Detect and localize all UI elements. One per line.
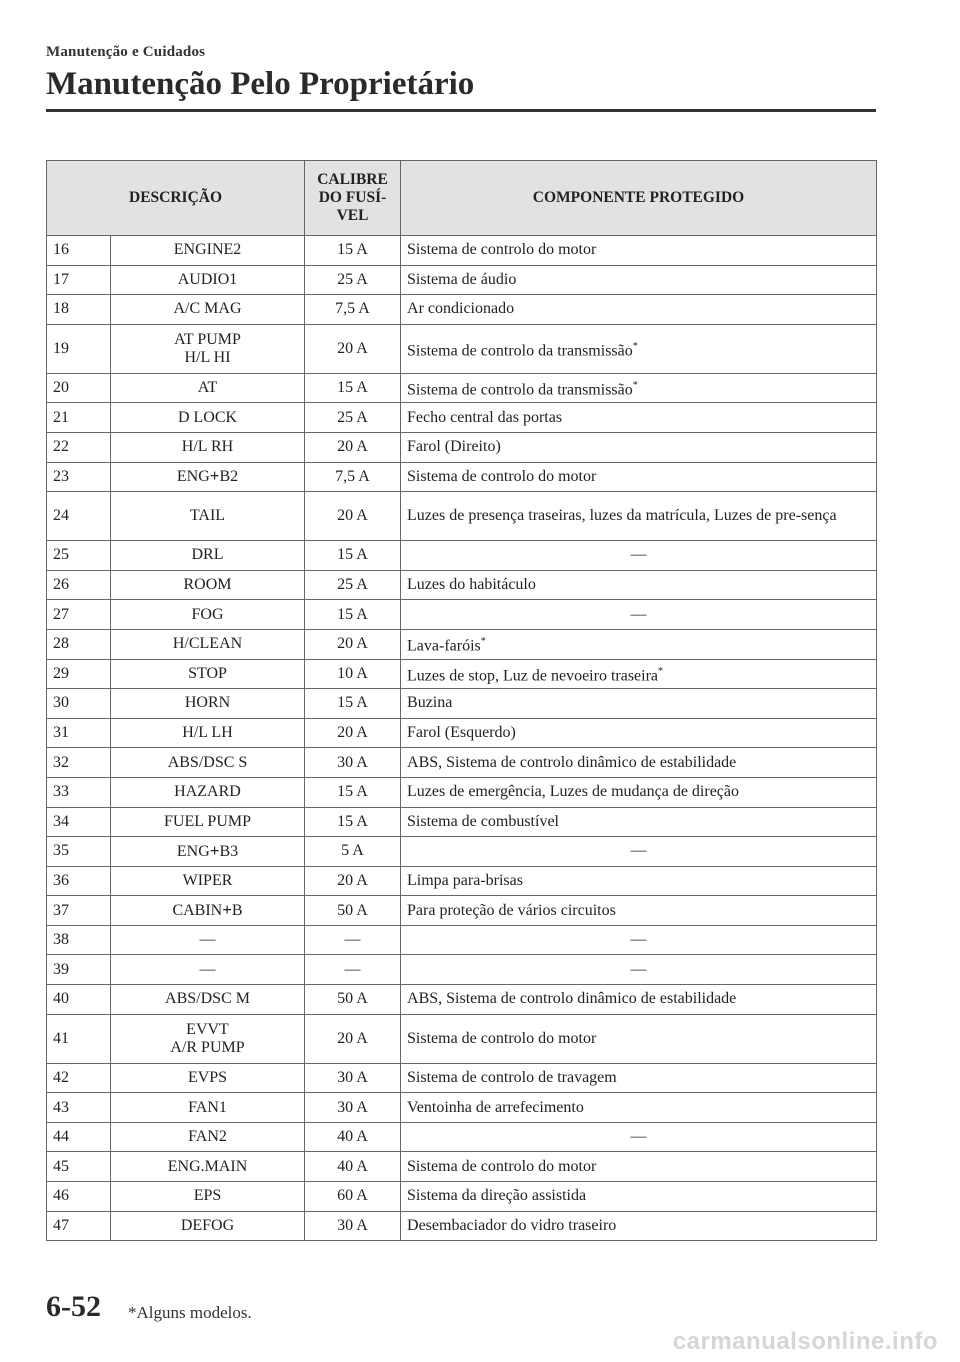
protected-component-text: Fecho central das portas (407, 408, 563, 426)
fuse-rating: — (305, 955, 401, 985)
protected-component-text: Ar condicionado (407, 300, 515, 318)
fuse-number: 19 (47, 324, 111, 373)
protected-component (401, 236, 877, 266)
fuse-description (111, 985, 305, 1015)
fuse-number: 25 (47, 541, 111, 571)
fuse-description-line: — (199, 931, 216, 949)
fuse-number: 27 (47, 600, 111, 630)
protected-component-text: — (630, 842, 647, 860)
table-row (47, 748, 877, 778)
fuse-rating: 30 A (305, 1211, 401, 1241)
fuse-description-line: — (199, 960, 216, 978)
page-header (46, 44, 878, 103)
rating-header-line: DO FUSÍ- (318, 189, 387, 206)
fuse-number: 22 (47, 432, 111, 462)
column-header-rating (305, 161, 401, 236)
fuse-number: 39 (47, 955, 111, 985)
protected-component (401, 866, 877, 896)
fuse-description-line: ABS/DSC S (167, 753, 248, 771)
fuse-number: 23 (47, 462, 111, 492)
fuse-rating: 5 A (305, 837, 401, 867)
table-header-row (47, 161, 877, 236)
table-row (47, 1014, 877, 1063)
fuse-number: 28 (47, 629, 111, 659)
fuse-description-line: A/R PUMP (170, 1038, 245, 1056)
page-title: Manutenção Pelo Proprietário (46, 66, 475, 102)
fuse-description (111, 807, 305, 837)
protected-component (401, 295, 877, 325)
fuse-rating: 50 A (305, 896, 401, 926)
fuse-description-line: H/L RH (181, 438, 234, 456)
protected-component-text: Sistema de controlo do motor (407, 1157, 597, 1175)
fuse-rating: 15 A (305, 777, 401, 807)
protected-component-text: Desembaciador do vidro traseiro (407, 1216, 617, 1234)
fuse-description (111, 1182, 305, 1212)
table-row (47, 985, 877, 1015)
fuse-number: 16 (47, 236, 111, 266)
fuse-number: 24 (47, 492, 111, 541)
fuse-description-line: ABS/DSC M (165, 990, 250, 1008)
protected-component (401, 432, 877, 462)
protected-component-text: — (630, 1128, 647, 1146)
protected-component (401, 629, 877, 659)
fuse-number: 42 (47, 1063, 111, 1093)
fuse-description-line: ENG+B2 (176, 466, 239, 486)
fuse-rating: 7,5 A (305, 295, 401, 325)
protected-component-text: Buzina (407, 694, 453, 712)
protected-component (401, 1063, 877, 1093)
fuse-description-line: H/L LH (182, 724, 233, 742)
fuse-description (111, 432, 305, 462)
protected-component (401, 1093, 877, 1123)
protected-component (401, 955, 877, 985)
protected-component-text: — (630, 960, 647, 978)
fuse-number: 33 (47, 777, 111, 807)
fuse-description (111, 1014, 305, 1063)
fuse-description (111, 462, 305, 492)
fuse-description-line: FAN1 (188, 1098, 227, 1116)
section-title: Manutenção e Cuidados (46, 44, 206, 60)
fuse-description-line: AUDIO1 (177, 270, 238, 288)
rating-header-line: VEL (336, 207, 369, 224)
table-row (47, 689, 877, 719)
protected-component (401, 403, 877, 433)
fuse-description-line: WIPER (182, 871, 233, 889)
fuse-rating: 25 A (305, 265, 401, 295)
table-row (47, 1152, 877, 1182)
fuse-rating: 25 A (305, 570, 401, 600)
column-header-description: DESCRIÇÃO (47, 161, 305, 236)
fuse-description (111, 748, 305, 778)
fuse-description (111, 324, 305, 373)
protected-component-text: Sistema de controlo da transmissão (407, 341, 633, 359)
fuse-rating: 40 A (305, 1152, 401, 1182)
table-row (47, 492, 877, 541)
fuse-description-line: EVPS (187, 1068, 228, 1086)
fuse-number: 40 (47, 985, 111, 1015)
fuse-description (111, 659, 305, 689)
protected-component (401, 659, 877, 689)
protected-component (401, 777, 877, 807)
fuse-description (111, 955, 305, 985)
fuse-number: 29 (47, 659, 111, 689)
table-row (47, 324, 877, 373)
protected-component (401, 807, 877, 837)
fuse-description (111, 718, 305, 748)
table-row (47, 541, 877, 571)
table-row (47, 896, 877, 926)
some-models-asterisk: * (658, 665, 664, 677)
fuse-description-line: DEFOG (180, 1216, 235, 1234)
fuse-description (111, 777, 305, 807)
fuse-description-line: FUEL PUMP (164, 812, 251, 830)
fuse-rating: 50 A (305, 985, 401, 1015)
fuse-description-line: A/C MAG (173, 300, 242, 318)
table-row (47, 265, 877, 295)
plus-symbol: + (209, 466, 220, 486)
fuse-rating: 20 A (305, 432, 401, 462)
table-row (47, 777, 877, 807)
watermark: carmanualsonline.info (672, 1328, 938, 1355)
some-models-asterisk: * (480, 636, 486, 648)
fuse-number: 18 (47, 295, 111, 325)
table-row (47, 837, 877, 867)
fuse-rating: 40 A (305, 1122, 401, 1152)
fuse-number: 20 (47, 373, 111, 403)
protected-component-text: Sistema de controlo do motor (407, 241, 597, 259)
plus-symbol: + (209, 840, 220, 860)
protected-component-text: Luzes de presença traseiras, luzes da matrícula, Luzes de pre-sença (407, 507, 837, 525)
fuse-number: 17 (47, 265, 111, 295)
fuse-rating: 20 A (305, 492, 401, 541)
protected-component (401, 462, 877, 492)
fuse-description-line: HORN (184, 694, 231, 712)
fuse-description-line: HAZARD (174, 783, 241, 801)
protected-component (401, 1014, 877, 1063)
fuse-description (111, 265, 305, 295)
fuse-number: 32 (47, 748, 111, 778)
fuse-description (111, 866, 305, 896)
fuse-rating: 60 A (305, 1182, 401, 1212)
fuse-rating: 10 A (305, 659, 401, 689)
fuse-description (111, 837, 305, 867)
table-row (47, 600, 877, 630)
column-header-component: COMPONENTE PROTEGIDO (401, 161, 877, 236)
fuse-description (111, 1122, 305, 1152)
rating-header-line: CALIBRE (317, 171, 388, 188)
fuse-description-line: AT (197, 379, 218, 397)
fuse-description (111, 492, 305, 541)
fuse-number: 21 (47, 403, 111, 433)
table-row (47, 373, 877, 403)
protected-component-text: Sistema de controlo do motor (407, 1029, 597, 1047)
protected-component-text: ABS, Sistema de controlo dinâmico de estabilidade (407, 753, 737, 771)
table-row (47, 629, 877, 659)
fuse-description (111, 1063, 305, 1093)
protected-component (401, 570, 877, 600)
fuse-number: 37 (47, 896, 111, 926)
fuse-number: 45 (47, 1152, 111, 1182)
protected-component (401, 1211, 877, 1241)
protected-component-text: Sistema de controlo de travagem (407, 1068, 617, 1086)
fuse-number: 30 (47, 689, 111, 719)
table-row (47, 1093, 877, 1123)
protected-component (401, 1122, 877, 1152)
protected-component-text: Farol (Esquerdo) (407, 724, 516, 742)
fuse-description-line: H/L HI (184, 348, 231, 366)
protected-component-text: Lava-faróis (407, 637, 481, 655)
protected-component (401, 265, 877, 295)
fuse-description (111, 896, 305, 926)
fuse-number: 36 (47, 866, 111, 896)
fuse-description (111, 600, 305, 630)
fuse-description (111, 689, 305, 719)
protected-component (401, 600, 877, 630)
fuse-description-line: ENGINE2 (173, 241, 242, 259)
fuse-rating: 20 A (305, 718, 401, 748)
fuse-rating: 15 A (305, 600, 401, 630)
protected-component-text: — (630, 605, 647, 623)
protected-component (401, 1152, 877, 1182)
fuse-description (111, 295, 305, 325)
table-row (47, 1063, 877, 1093)
fuse-description (111, 373, 305, 403)
protected-component-text: Farol (Direito) (407, 438, 501, 456)
protected-component (401, 837, 877, 867)
protected-component-text: ABS, Sistema de controlo dinâmico de estabilidade (407, 990, 737, 1008)
protected-component (401, 492, 877, 541)
fuse-description-line: FOG (191, 605, 224, 623)
plus-symbol: + (222, 900, 232, 920)
page-number: 6-52 (46, 1290, 101, 1323)
fuse-number: 46 (47, 1182, 111, 1212)
fuse-number: 47 (47, 1211, 111, 1241)
fuse-description-line: FAN2 (188, 1128, 227, 1146)
table-row (47, 955, 877, 985)
fuse-description-line: DRL (191, 546, 224, 564)
protected-component-text: Ventoinha de arrefecimento (407, 1098, 584, 1116)
protected-component-text: Luzes de stop, Luz de nevoeiro traseira (407, 666, 659, 684)
protected-component-text: Sistema de áudio (407, 270, 517, 288)
fuse-description (111, 236, 305, 266)
protected-component-text: Limpa para-brisas (407, 871, 523, 889)
table-row (47, 925, 877, 955)
protected-component (401, 1182, 877, 1212)
table-row (47, 1182, 877, 1212)
fuse-rating: 20 A (305, 629, 401, 659)
fuse-number: 26 (47, 570, 111, 600)
fuse-description-line: EVVT (186, 1020, 229, 1038)
fuse-rating: 20 A (305, 866, 401, 896)
table-row (47, 659, 877, 689)
fuse-description (111, 403, 305, 433)
fuse-number: 38 (47, 925, 111, 955)
some-models-asterisk: * (632, 340, 638, 352)
protected-component-text: Luzes do habitáculo (407, 576, 536, 594)
fuse-description (111, 1211, 305, 1241)
fuse-description-line: D LOCK (177, 408, 238, 426)
footnote: *Alguns modelos. (128, 1303, 252, 1322)
fuse-description (111, 629, 305, 659)
protected-component-text: Sistema de controlo da transmissão (407, 381, 633, 399)
table-row (47, 807, 877, 837)
fuse-rating: 25 A (305, 403, 401, 433)
table-row (47, 1211, 877, 1241)
fuse-rating: 15 A (305, 236, 401, 266)
fuse-description (111, 1093, 305, 1123)
protected-component-text: Para proteção de vários circuitos (407, 901, 616, 919)
fuse-number: 35 (47, 837, 111, 867)
table-row (47, 462, 877, 492)
fuse-rating: 15 A (305, 689, 401, 719)
fuse-rating: 30 A (305, 748, 401, 778)
protected-component (401, 541, 877, 571)
table-row (47, 295, 877, 325)
protected-component (401, 925, 877, 955)
protected-component (401, 324, 877, 373)
fuse-number: 34 (47, 807, 111, 837)
fuse-description-line: EPS (193, 1187, 222, 1205)
fuse-table (46, 160, 877, 1241)
fuse-description-line: AT PUMP (174, 330, 241, 348)
fuse-number: 41 (47, 1014, 111, 1063)
fuse-rating: 15 A (305, 373, 401, 403)
table-row (47, 1122, 877, 1152)
table-row (47, 718, 877, 748)
protected-component-text: Luzes de emergência, Luzes de mudança de direção (407, 783, 739, 801)
protected-component-text: Sistema de combustível (407, 812, 559, 830)
table-row (47, 866, 877, 896)
fuse-rating: 30 A (305, 1063, 401, 1093)
fuse-description-line: TAIL (189, 507, 226, 525)
table-row (47, 432, 877, 462)
fuse-number: 44 (47, 1122, 111, 1152)
fuse-rating: 20 A (305, 1014, 401, 1063)
fuse-description (111, 925, 305, 955)
protected-component (401, 373, 877, 403)
protected-component (401, 896, 877, 926)
fuse-description (111, 541, 305, 571)
protected-component-text: — (630, 931, 647, 949)
table-row (47, 403, 877, 433)
protected-component (401, 718, 877, 748)
fuse-description (111, 1152, 305, 1182)
fuse-description (111, 570, 305, 600)
fuse-rating: 20 A (305, 324, 401, 373)
fuse-description-line: CABIN+B (172, 900, 243, 920)
fuse-table-body (47, 236, 877, 1241)
some-models-asterisk: * (632, 379, 638, 391)
protected-component-text: — (630, 546, 647, 564)
fuse-rating: — (305, 925, 401, 955)
fuse-rating: 15 A (305, 541, 401, 571)
protected-component (401, 689, 877, 719)
fuse-number: 43 (47, 1093, 111, 1123)
fuse-number: 31 (47, 718, 111, 748)
table-row (47, 236, 877, 266)
fuse-description-line: ENG.MAIN (167, 1157, 248, 1175)
header-rule (46, 109, 876, 112)
fuse-description-line: ENG+B3 (176, 840, 239, 860)
fuse-rating: 15 A (305, 807, 401, 837)
fuse-description-line: ROOM (183, 576, 232, 594)
protected-component (401, 985, 877, 1015)
fuse-rating: 30 A (305, 1093, 401, 1123)
fuse-description-line: H/CLEAN (172, 635, 243, 653)
protected-component-text: Sistema da direção assistida (407, 1187, 587, 1205)
protected-component (401, 748, 877, 778)
fuse-description-line: STOP (188, 664, 227, 682)
fuse-rating: 7,5 A (305, 462, 401, 492)
protected-component-text: Sistema de controlo do motor (407, 467, 597, 485)
table-row (47, 570, 877, 600)
